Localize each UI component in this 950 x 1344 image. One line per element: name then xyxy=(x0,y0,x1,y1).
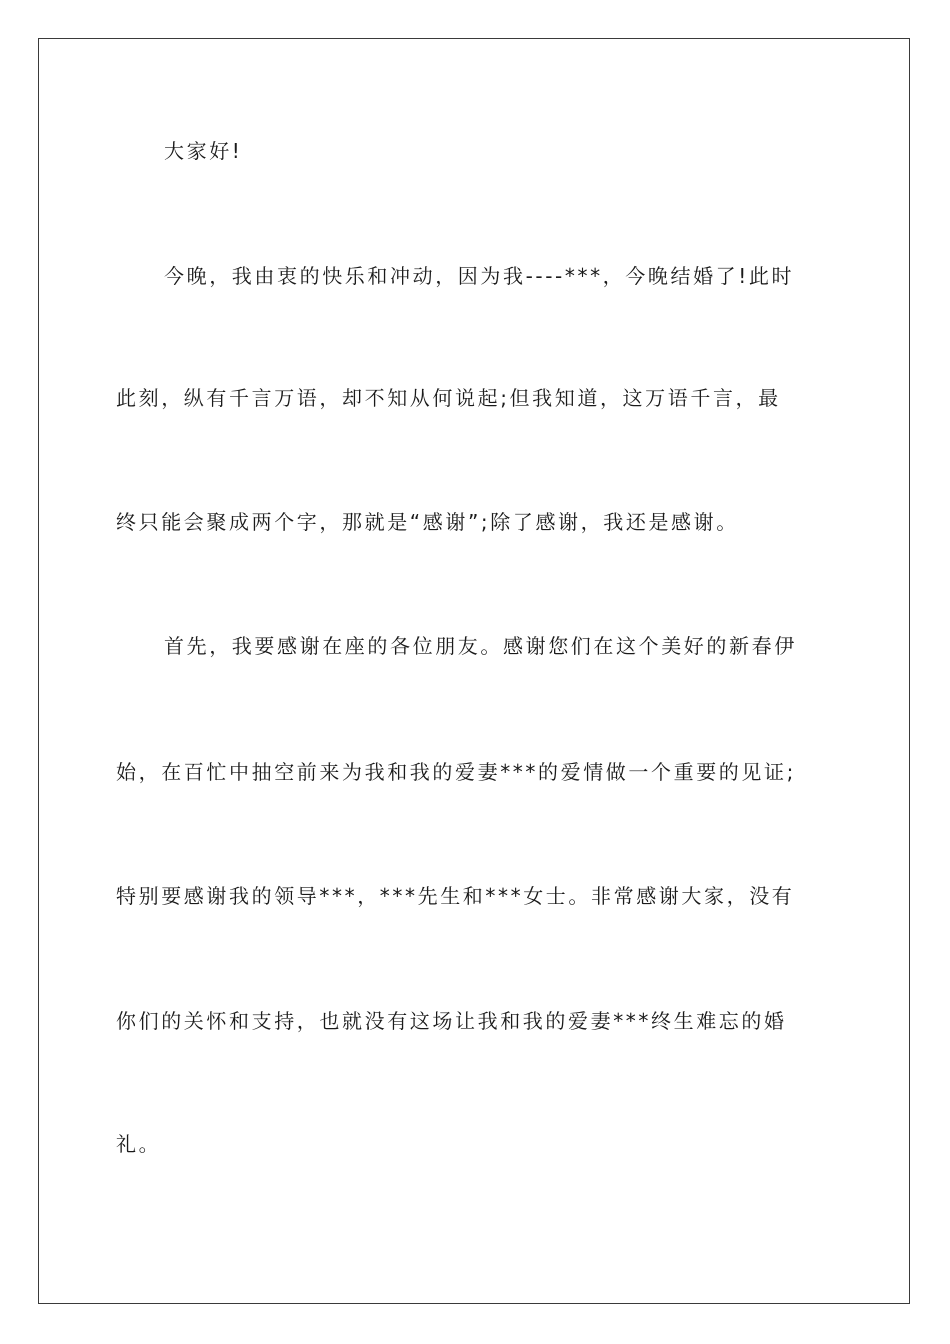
paragraph-2-line-1: 首先，我要感谢在座的各位朋友。感谢您们在这个美好的新春伊 xyxy=(164,634,797,658)
paragraph-1-line-2: 此刻，纵有千言万语，却不知从何说起;但我知道，这万语千言，最 xyxy=(116,386,781,410)
paragraph-2-line-5: 礼。 xyxy=(116,1132,162,1156)
paragraph-1-line-3: 终只能会聚成两个字，那就是“感谢”;除了感谢，我还是感谢。 xyxy=(116,510,739,534)
paragraph-1-line-1: 今晚，我由衷的快乐和冲动，因为我----***，今晚结婚了!此时 xyxy=(164,264,795,288)
page-border xyxy=(38,38,910,1304)
paragraph-2-line-4: 你们的关怀和支持，也就没有这场让我和我的爱妻***终生难忘的婚 xyxy=(116,1009,787,1033)
paragraph-2-line-2: 始，在百忙中抽空前来为我和我的爱妻***的爱情做一个重要的见证; xyxy=(116,760,796,784)
paragraph-2-line-3: 特别要感谢我的领导***，***先生和***女士。非常感谢大家，没有 xyxy=(116,884,795,908)
greeting-line: 大家好! xyxy=(164,139,243,163)
